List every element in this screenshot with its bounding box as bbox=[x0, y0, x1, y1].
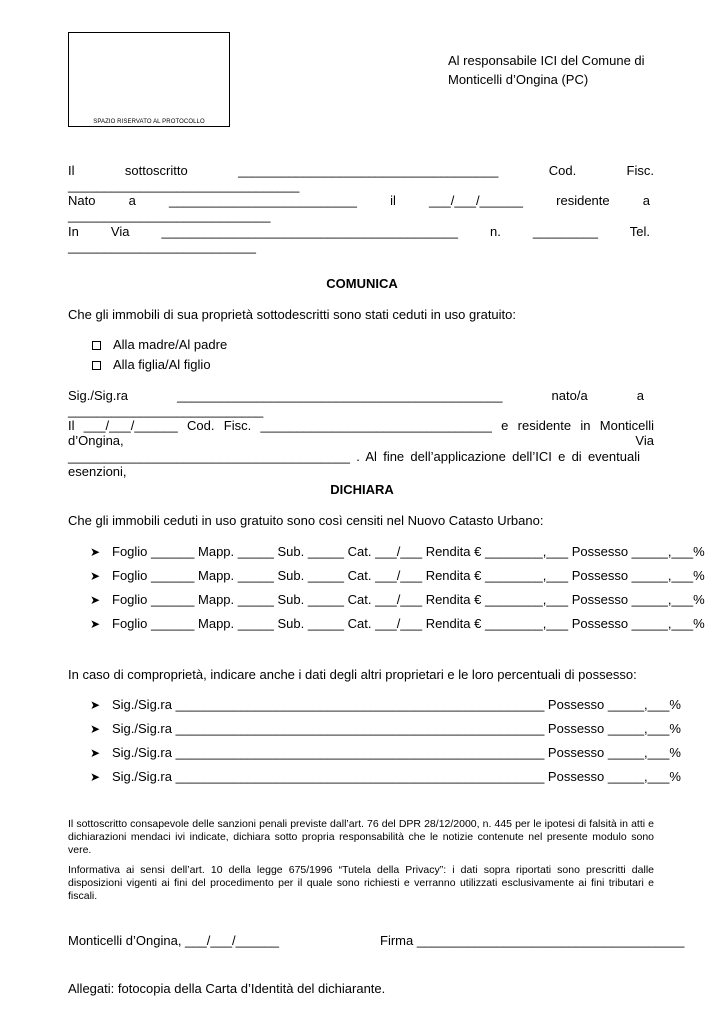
arrow-bullet-icon: ➤ bbox=[90, 746, 101, 760]
co-owner-row-text[interactable]: Sig./Sig.ra ___________________________________________________ Possesso _____,___% bbox=[112, 769, 681, 784]
arrow-bullet-icon: ➤ bbox=[90, 617, 101, 631]
arrow-bullet-icon: ➤ bbox=[90, 722, 101, 736]
beneficiary-address-line[interactable]: _______________________________________ . Al fine dell’applicazione dell’ICI e di eventuali esenzioni, bbox=[68, 449, 640, 479]
place-date-line[interactable]: Monticelli d’Ongina, ___/___/______ bbox=[68, 933, 280, 948]
privacy-notice: Informativa ai sensi dell’art. 10 della legge 675/1996 “Tutela della Privacy”: i dati sopra riportati sono prescritti dalle disposizioni vigenti ai fini del procedimento per il quale sono richiesti e verranno utilizzati esclusivamente ai fini tributari e fiscali. bbox=[68, 864, 654, 902]
dichiara-heading: DICHIARA bbox=[330, 482, 394, 497]
cadastral-row[interactable] bbox=[90, 592, 705, 607]
co-owner-row-text[interactable]: Sig./Sig.ra ___________________________________________________ Possesso _____,___% bbox=[112, 745, 681, 760]
checkbox-icon[interactable] bbox=[92, 341, 101, 350]
declarant-address-line[interactable]: In Via _________________________________________ n. _________ Tel. __________________________ bbox=[68, 224, 650, 254]
co-owner-row[interactable] bbox=[90, 697, 681, 712]
declarant-birth-line[interactable]: Nato a __________________________ il ___/___/______ residente a ____________________________ bbox=[68, 193, 650, 223]
arrow-bullet-icon: ➤ bbox=[90, 545, 101, 559]
dichiara-intro: Che gli immobili ceduti in uso gratuito sono così censiti nel Nuovo Catasto Urbano: bbox=[68, 513, 544, 528]
cadastral-row-text[interactable]: Foglio ______ Mapp. _____ Sub. _____ Cat. ___/___ Rendita € ________,___ Possesso _____,___% bbox=[112, 568, 705, 583]
beneficiary-name-line[interactable]: Sig./Sig.ra _____________________________________________ nato/a a ___________________________ bbox=[68, 388, 644, 418]
cadastral-row-text[interactable]: Foglio ______ Mapp. _____ Sub. _____ Cat. ___/___ Rendita € ________,___ Possesso _____,___% bbox=[112, 592, 705, 607]
co-owner-row[interactable] bbox=[90, 721, 681, 736]
cadastral-row[interactable] bbox=[90, 616, 705, 631]
comunica-intro: Che gli immobili di sua proprietà sottodescritti sono stati ceduti in uso gratuito: bbox=[68, 307, 516, 322]
signature-line[interactable]: Firma _____________________________________ bbox=[380, 933, 685, 948]
cadastral-row[interactable] bbox=[90, 544, 705, 559]
co-owners-intro: In caso di comproprietà, indicare anche i dati degli altri proprietari e le loro percentuali di possesso: bbox=[68, 667, 637, 682]
recipient-line-1: Al responsabile ICI del Comune di bbox=[448, 53, 645, 68]
cadastral-row[interactable] bbox=[90, 568, 705, 583]
checkbox-icon[interactable] bbox=[92, 361, 101, 370]
co-owner-row-text[interactable]: Sig./Sig.ra ___________________________________________________ Possesso _____,___% bbox=[112, 721, 681, 736]
co-owner-row[interactable] bbox=[90, 769, 681, 784]
arrow-bullet-icon: ➤ bbox=[90, 569, 101, 583]
option-child-label: Alla figlia/Al figlio bbox=[113, 357, 211, 372]
legal-declaration: Il sottoscritto consapevole delle sanzioni penali previste dall’art. 76 del DPR 28/12/2000, n. 445 per le ipotesi di falsità in atti e dichiarazioni mendaci ivi indicate, dichiara sotto propria responsabilità che le notizie contenute nel presente modulo sono vere. bbox=[68, 818, 654, 856]
cadastral-row-text[interactable]: Foglio ______ Mapp. _____ Sub. _____ Cat. ___/___ Rendita € ________,___ Possesso _____,___% bbox=[112, 616, 705, 631]
arrow-bullet-icon: ➤ bbox=[90, 593, 101, 607]
option-child[interactable] bbox=[92, 357, 211, 372]
attachments-note: Allegati: fotocopia della Carta d’Identità del dichiarante. bbox=[68, 981, 386, 996]
cadastral-row-text[interactable]: Foglio ______ Mapp. _____ Sub. _____ Cat. ___/___ Rendita € ________,___ Possesso _____,___% bbox=[112, 544, 705, 559]
beneficiary-birth-line[interactable]: Il ___/___/______ Cod. Fisc. ________________________________ e residente in Monticelli d’Ongina, Via bbox=[68, 418, 654, 448]
co-owner-row-text[interactable]: Sig./Sig.ra ___________________________________________________ Possesso _____,___% bbox=[112, 697, 681, 712]
protocol-box bbox=[68, 32, 230, 127]
co-owner-row[interactable] bbox=[90, 745, 681, 760]
arrow-bullet-icon: ➤ bbox=[90, 698, 101, 712]
comunica-heading: COMUNICA bbox=[326, 276, 398, 291]
recipient-line-2: Monticelli d’Ongina (PC) bbox=[448, 72, 589, 87]
declarant-name-line[interactable]: Il sottoscritto ____________________________________ Cod. Fisc. ________________________________ bbox=[68, 163, 654, 193]
option-parent-label: Alla madre/Al padre bbox=[113, 337, 228, 352]
arrow-bullet-icon: ➤ bbox=[90, 770, 101, 784]
option-parent[interactable] bbox=[92, 337, 227, 352]
protocol-box-label: SPAZIO RISERVATO AL PROTOCOLLO bbox=[93, 119, 205, 125]
